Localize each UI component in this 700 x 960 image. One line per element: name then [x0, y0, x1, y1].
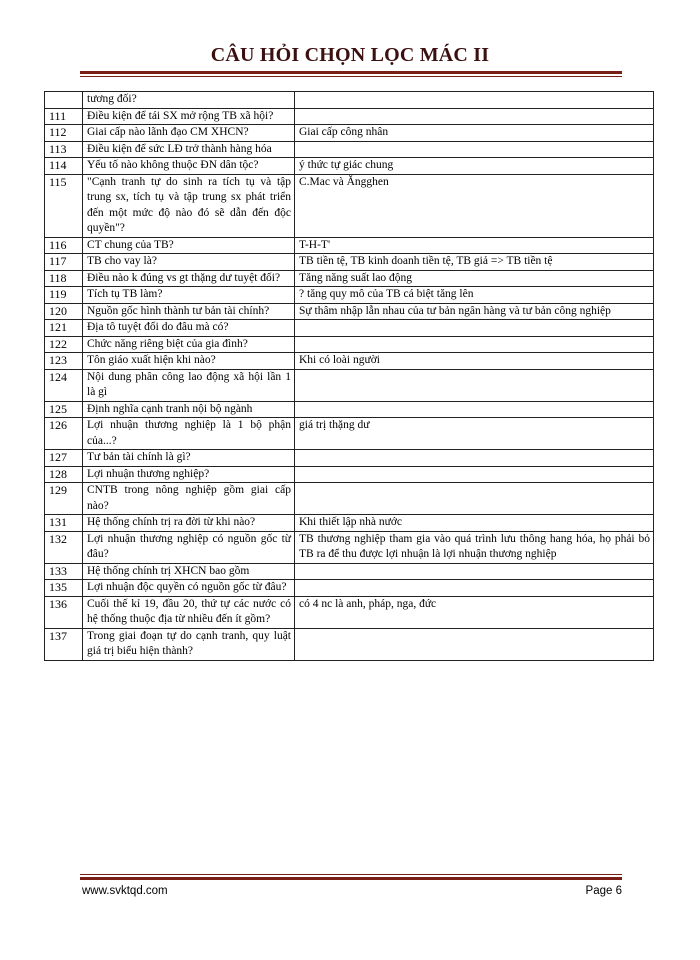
question-text: Yếu tố nào không thuộc ĐN dân tộc? [83, 158, 295, 175]
question-number: 115 [45, 174, 83, 237]
question-text: Định nghĩa cạnh tranh nội bộ ngành [83, 401, 295, 418]
question-table-body [45, 92, 654, 661]
answer-text: Khi có loài người [295, 353, 654, 370]
table-row [45, 580, 654, 597]
answer-text [295, 141, 654, 158]
question-text: Địa tô tuyệt đối do đâu mà có? [83, 320, 295, 337]
question-text: tương đối? [83, 92, 295, 109]
question-text: Nguồn gốc hình thành tư bản tài chính? [83, 303, 295, 320]
header-rule-thick [80, 71, 622, 74]
table-row [45, 336, 654, 353]
table-row [45, 303, 654, 320]
table-row [45, 125, 654, 142]
question-text: Giai cấp nào lãnh đạo CM XHCN? [83, 125, 295, 142]
table-row [45, 158, 654, 175]
question-text: Tôn giáo xuất hiện khi nào? [83, 353, 295, 370]
answer-text: có 4 nc là anh, pháp, nga, đức [295, 596, 654, 628]
table-row [45, 320, 654, 337]
answer-text [295, 483, 654, 515]
table-row [45, 108, 654, 125]
answer-text: ? tăng quy mô của TB cá biệt tăng lên [295, 287, 654, 304]
table-row [45, 563, 654, 580]
question-number: 126 [45, 418, 83, 450]
question-text: Lợi nhuận thương nghiệp có nguồn gốc từ đâu? [83, 531, 295, 563]
question-number: 111 [45, 108, 83, 125]
answer-text: Tăng năng suất lao động [295, 270, 654, 287]
question-number: 127 [45, 450, 83, 467]
question-number: 120 [45, 303, 83, 320]
question-text: Chức năng riêng biệt của gia đình? [83, 336, 295, 353]
question-number: 119 [45, 287, 83, 304]
question-text: Cuối thế kỉ 19, đầu 20, thứ tự các nước có hệ thống thuộc địa từ nhiều đến ít gồm? [83, 596, 295, 628]
question-text: Hệ thống chính trị XHCN bao gồm [83, 563, 295, 580]
answer-text: ý thức tự giác chung [295, 158, 654, 175]
question-number: 112 [45, 125, 83, 142]
question-text: CT chung của TB? [83, 237, 295, 254]
question-number: 124 [45, 369, 83, 401]
table-row [45, 141, 654, 158]
table-row [45, 237, 654, 254]
footer-rule-thick [80, 877, 622, 880]
answer-text [295, 466, 654, 483]
footer-page-number: Page 6 [585, 885, 622, 897]
question-number: 113 [45, 141, 83, 158]
answer-text [295, 320, 654, 337]
question-number: 133 [45, 563, 83, 580]
answer-text [295, 563, 654, 580]
question-text: TB cho vay là? [83, 254, 295, 271]
table-row [45, 515, 654, 532]
table-row [45, 628, 654, 660]
table-row [45, 353, 654, 370]
answer-text [295, 580, 654, 597]
question-number: 136 [45, 596, 83, 628]
question-text: Điều kiện để sức LĐ trở thành hàng hóa [83, 141, 295, 158]
answer-text: T-H-T' [295, 237, 654, 254]
question-text: Lợi nhuận thương nghiệp? [83, 466, 295, 483]
answer-text [295, 450, 654, 467]
answer-text: Giai cấp công nhân [295, 125, 654, 142]
question-number: 121 [45, 320, 83, 337]
table-row [45, 596, 654, 628]
question-number: 132 [45, 531, 83, 563]
question-number: 135 [45, 580, 83, 597]
question-text: Điều kiện để tái SX mở rộng TB xã hội? [83, 108, 295, 125]
question-number: 128 [45, 466, 83, 483]
question-number: 125 [45, 401, 83, 418]
table-row [45, 483, 654, 515]
question-text: "Cạnh tranh tự do sinh ra tích tụ và tập trung sx, tích tụ và tập trung sx phát triển đến một mức độ nào đó sẽ dẫn đến độc quyền"? [83, 174, 295, 237]
question-number: 131 [45, 515, 83, 532]
question-number: 137 [45, 628, 83, 660]
question-number: 117 [45, 254, 83, 271]
question-text: Hệ thống chính trị ra đời từ khi nào? [83, 515, 295, 532]
question-number: 129 [45, 483, 83, 515]
table-row [45, 450, 654, 467]
question-number: 118 [45, 270, 83, 287]
table-row [45, 287, 654, 304]
table-row [45, 369, 654, 401]
question-table [44, 91, 654, 661]
question-number: 123 [45, 353, 83, 370]
question-number: 122 [45, 336, 83, 353]
table-row [45, 270, 654, 287]
question-text: Nội dung phân công lao động xã hội lần 1 là gì [83, 369, 295, 401]
table-row [45, 531, 654, 563]
page-title: CÂU HỎI CHỌN LỌC MÁC II [210, 44, 490, 66]
footer-site: www.svktqd.com [82, 885, 168, 897]
answer-text: TB thương nghiệp tham gia vào quá trình lưu thông hang hóa, họ phải bỏ TB ra để thu được lợi nhuận là lợi nhuận thương nghiệp [295, 531, 654, 563]
table-row [45, 401, 654, 418]
answer-text: C.Mac và Ăngghen [295, 174, 654, 237]
question-text: CNTB trong nông nghiệp gồm giai cấp nào? [83, 483, 295, 515]
answer-text [295, 369, 654, 401]
table-row [45, 418, 654, 450]
question-text: Tích tụ TB làm? [83, 287, 295, 304]
table-row [45, 174, 654, 237]
answer-text [295, 92, 654, 109]
footer-rule-thin [80, 874, 622, 875]
answer-text: Khi thiết lập nhà nước [295, 515, 654, 532]
answer-text [295, 401, 654, 418]
question-number [45, 92, 83, 109]
question-text: Tư bản tài chính là gì? [83, 450, 295, 467]
answer-text: giá trị thặng dư [295, 418, 654, 450]
table-row [45, 254, 654, 271]
answer-text [295, 108, 654, 125]
question-text: Trong giai đoạn tự do cạnh tranh, quy luật giá trị biểu hiện thành? [83, 628, 295, 660]
answer-text [295, 628, 654, 660]
question-text: Lợi nhuận thương nghiệp là 1 bộ phận của...? [83, 418, 295, 450]
table-row [45, 466, 654, 483]
answer-text: Sự thâm nhập lẫn nhau của tư bản ngân hàng và tư bản công nghiệp [295, 303, 654, 320]
answer-text: TB tiền tệ, TB kinh doanh tiền tệ, TB giả => TB tiền tệ [295, 254, 654, 271]
question-number: 116 [45, 237, 83, 254]
answer-text [295, 336, 654, 353]
table-row [45, 92, 654, 109]
header-rule-thin [80, 76, 622, 77]
question-text: Điều nào k đúng vs gt thặng dư tuyệt đối? [83, 270, 295, 287]
question-text: Lợi nhuận độc quyền có nguồn gốc từ đâu? [83, 580, 295, 597]
question-number: 114 [45, 158, 83, 175]
